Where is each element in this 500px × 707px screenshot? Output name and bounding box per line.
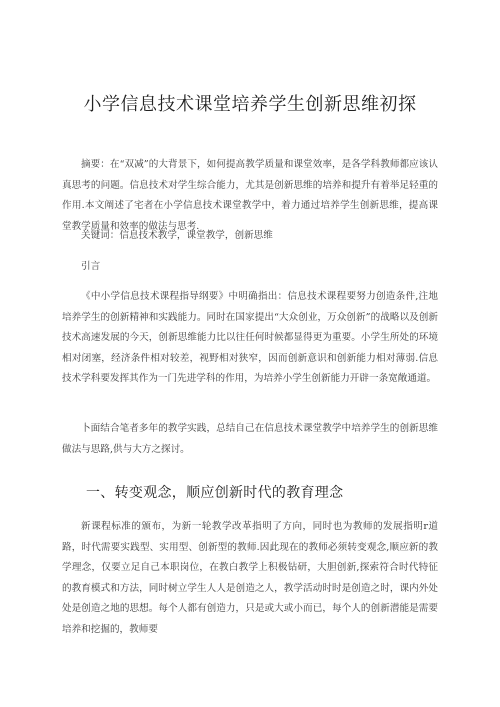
intro-paragraph-1: 《中小学信息技术课程指导纲要》中明确指出：信息技术课程要努力创造条件,注地培养学生的创新精神和实践能力。同时在国家提出“大众创业，万众创新”的战略以及创新技术高速发展的今天，创新思维能力比以往任何时候都显得更为重要。小学生所处的环境相对闭塞，经济条件相对较差，视野相对狭窄，因而创新意识和创新能力相对薄弱.信息技术学科要发挥其作为一门先进学科的作用，为培养小学生创新能力开辟一条宽敞通道。 — [62, 291, 438, 384]
intro-paragraph-2: 卜面结合笔者多年的教学实践，总结自己在信息技术课堂教学中培养学生的创新思维做法与思路,供与大方之探讨。 — [62, 423, 438, 455]
abstract-paragraph: 摘要：在“双减”的大背景下，如何提高教学质量和课堂效率，是各学科教师都应该认真思考的问题。信息技术对学生综合能力，尤其是创新思维的培养和提升有着举足轻重的作用.本文阐述了宅者在小学信息技术课堂教学中，着力通过培养学生创新思维，提高课堂教学质量和效率的做法与思考. — [62, 159, 438, 232]
keywords-line: 关键词：信息技术教学，课堂教学，创新思维 — [81, 230, 273, 241]
intro-heading: 引言 — [81, 261, 101, 272]
document-title: 小学信息技术课堂培养学生创新思维初探 — [83, 94, 417, 115]
section-1-heading: 一、转变观念，顺应创新时代的教育理念 — [86, 485, 344, 501]
section-1-paragraph: 新课程标准的颁布，为新一轮教学改革指明了方向，同时也为教师的发展指明r道路，时代需要实践型、实用型、创新型的教师.因此现在的教师必须转变观念,顺应新的教学理念，仅要立足自己本职岗位，在教白教学上积极钻研，大胆创新,探索符合时代特征的教育模式和方法，同时树立学生人人是创造之人，教学活动时时是创造之时，课内外处处是创造之地的思想。每个人都有创造力，只是或大或小而已，每个人的创新潜能是需要培养和挖掘的，教师要 — [62, 521, 438, 635]
